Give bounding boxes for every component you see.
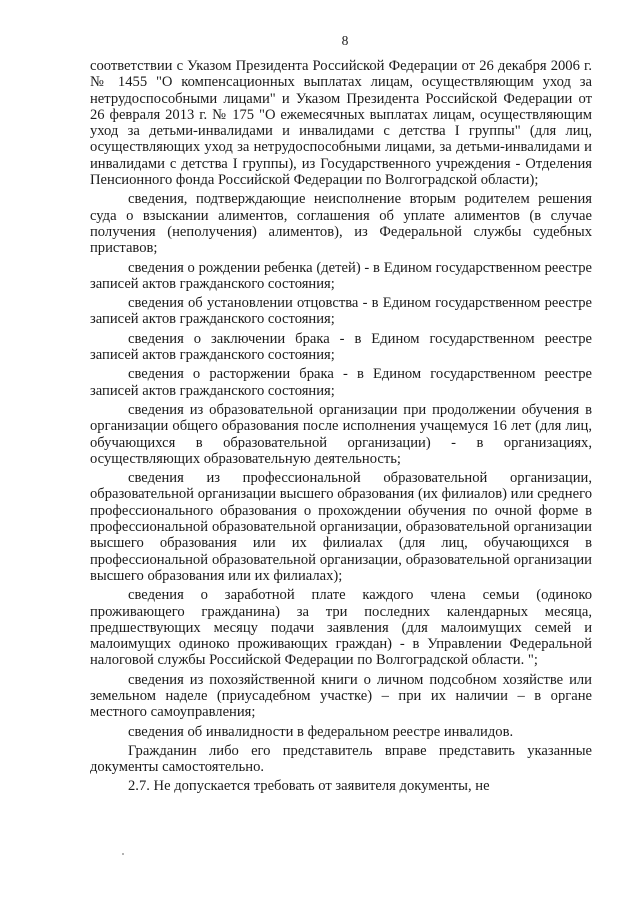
paragraph-alimony-info: сведения, подтверждающие неисполнение вторым родителем решения суда о взыскании алиментов, соглашения об уплате алиментов (в случае получения (неполучения) алиментов), из Федеральной службы судебных приставов; xyxy=(90,191,592,257)
paragraph-divorce-info: сведения о расторжении брака - в Едином государственном реестре записей актов гражданского состояния; xyxy=(90,366,592,399)
paragraph-professional-education-info: сведения из профессиональной образовательной организации, образовательной организации высшего образования (их филиалов) или среднего профессионального образования о прохождении обучения по очной форме в профессиональной образовательной организации, образовательной организации высшего образования или их филиалах (для лиц, обучающихся в профессиональной образовательной организации, образовательной организации высшего образования или их филиалах); xyxy=(90,470,592,584)
paragraph-salary-info: сведения о заработной плате каждого члена семьи (одиноко проживающего гражданина) за три последних календарных месяца, предшествующих месяцу подачи заявления (для малоимущих семей и малоимущих одиноко проживающих граждан) - в Управлении Федеральной налоговой службы Российской Федерации по Волгоградской области. "; xyxy=(90,587,592,669)
page-number: 8 xyxy=(341,33,349,48)
paragraph-decree-continuation: соответствии с Указом Президента Российской Федерации от 26 декабря 2006 г. № 1455 "О компенсационных выплатах лицам, осуществляющим уход за нетрудоспособными лицами" и Указом Президента Российской Федерации от 26 февраля 2013 г. № 175 "О ежемесячных выплатах лицам, осуществляющим уход за детьми-инвалидами и инвалидами с детства I группы" (для лиц, осуществляющих уход за нетрудоспособными лицами, за детьми-инвалидами и инвалидами с детства I группы), из Государственного учреждения - Отделения Пенсионного фонда Российской Федерации по Волгоградской области); xyxy=(90,58,592,189)
paragraph-marriage-info: сведения о заключении брака - в Едином государственном реестре записей актов гражданского состояния; xyxy=(90,330,592,364)
scan-speck xyxy=(122,853,124,855)
paragraph-self-submission: Гражданин либо его представитель вправе представить указанные документы самостоятельно. xyxy=(90,742,592,776)
paragraph-birth-info: сведения о рождении ребенка (детей) - в Едином государственном реестре записей актов гражданского состояния; xyxy=(90,259,592,292)
paragraph-school-info: сведения из образовательной организации при продолжении обучения в организации общего образования после исполнения учащемуся 16 лет (для лиц, обучающихся в образовательной организации) - в организациях, осуществляющих образовательную деятельность; xyxy=(90,401,592,467)
paragraph-paternity-info: сведения об установлении отцовства - в Едином государственном реестре записей актов гражданского состояния; xyxy=(90,295,592,328)
paragraph-disability-info: сведения об инвалидности в федеральном реестре инвалидов. xyxy=(128,723,514,740)
paragraph-section-2-7: 2.7. Не допускается требовать от заявителя документы, не xyxy=(128,778,490,795)
paragraph-household-book-info: сведения из похозяйственной книги о личном подсобном хозяйстве или земельном наделе (приусадебном участке) – при их наличии – в органе местного самоуправления; xyxy=(90,671,592,721)
